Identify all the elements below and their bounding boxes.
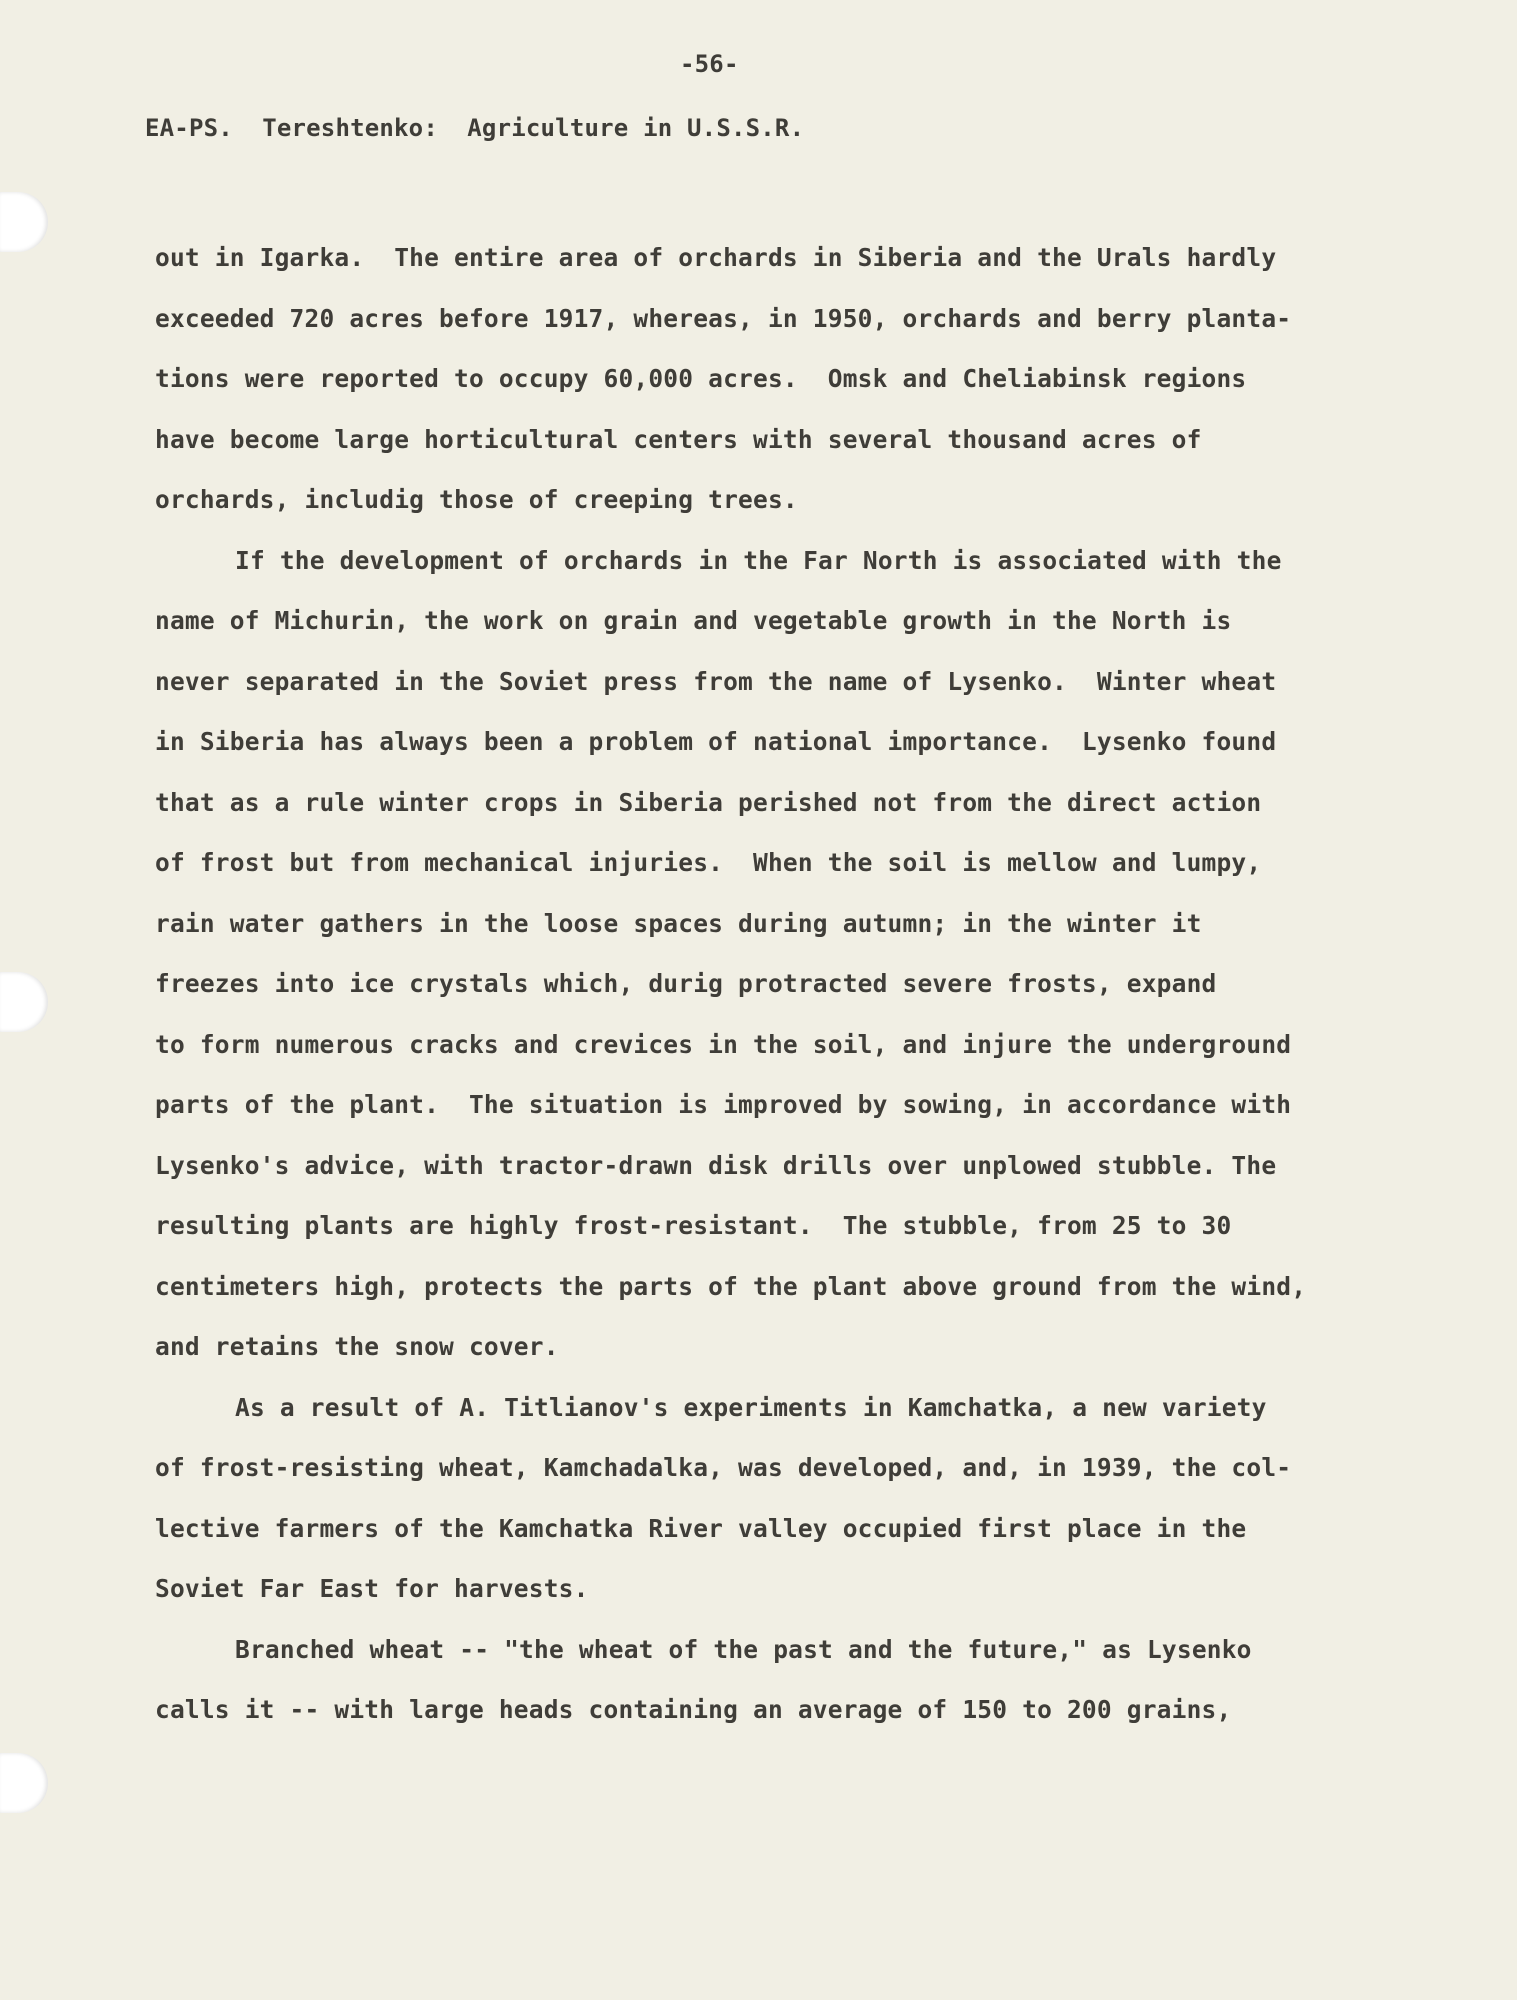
- text-line: that as a rule winter crops in Siberia perished not from the direct action: [155, 787, 1262, 817]
- text-line: exceeded 720 acres before 1917, whereas, in 1950, orchards and berry planta-: [155, 303, 1292, 333]
- text-line: have become large horticultural centers with several thousand acres of: [155, 424, 1202, 454]
- text-line: resulting plants are highly frost-resistant. The stubble, from 25 to 30: [155, 1211, 1232, 1240]
- text-line: calls it -- with large heads containing an average of 150 to 200 grains,: [155, 1695, 1232, 1724]
- text-line: If the development of orchards in the Far North is associated with the: [235, 545, 1282, 575]
- text-line: tions were reported to occupy 60,000 acres. Omsk and Cheliabinsk regions: [155, 364, 1247, 393]
- text-line: and retains the snow cover.: [155, 1332, 559, 1361]
- text-line: of frost but from mechanical injuries. When the soil is mellow and lumpy,: [155, 848, 1262, 877]
- text-line: in Siberia has always been a problem of national importance. Lysenko found: [155, 727, 1277, 756]
- body-text: [155, 228, 1355, 1741]
- running-header: EA-PS. Tereshtenko: Agriculture in U.S.S.R.: [145, 114, 805, 142]
- text-line: to form numerous cracks and crevices in the soil, and injure the underground: [155, 1029, 1292, 1059]
- text-line: name of Michurin, the work on grain and vegetable growth in the North is: [155, 606, 1232, 635]
- text-line: rain water gathers in the loose spaces during autumn; in the winter it: [155, 908, 1202, 938]
- text-line: As a result of A. Titlianov's experiments in Kamchatka, a new variety: [235, 1392, 1267, 1422]
- text-line: centimeters high, protects the parts of the plant above ground from the wind,: [155, 1271, 1307, 1301]
- text-line: out in Igarka. The entire area of orchards in Siberia and the Urals hardly: [155, 243, 1277, 272]
- text-line: Soviet Far East for harvests.: [155, 1574, 589, 1603]
- page-number: -56-: [680, 50, 739, 78]
- text-line: Branched wheat -- "the wheat of the past and the future," as Lysenko: [235, 1634, 1252, 1664]
- text-line: never separated in the Soviet press from the name of Lysenko. Winter wheat: [155, 666, 1277, 696]
- binder-hole-bottom: [0, 1753, 48, 1813]
- text-line: lective farmers of the Kamchatka River valley occupied first place in the: [155, 1513, 1247, 1543]
- text-line: orchards, includig those of creeping trees.: [155, 485, 798, 514]
- binder-hole-middle: [0, 972, 48, 1032]
- text-line: parts of the plant. The situation is improved by sowing, in accordance with: [155, 1090, 1292, 1119]
- binder-hole-top: [0, 192, 48, 252]
- text-line: of frost-resisting wheat, Kamchadalka, was developed, and, in 1939, the col-: [155, 1453, 1292, 1482]
- text-line: freezes into ice crystals which, durig protracted severe frosts, expand: [155, 969, 1217, 998]
- text-line: Lysenko's advice, with tractor-drawn disk drills over unplowed stubble. The: [155, 1150, 1277, 1180]
